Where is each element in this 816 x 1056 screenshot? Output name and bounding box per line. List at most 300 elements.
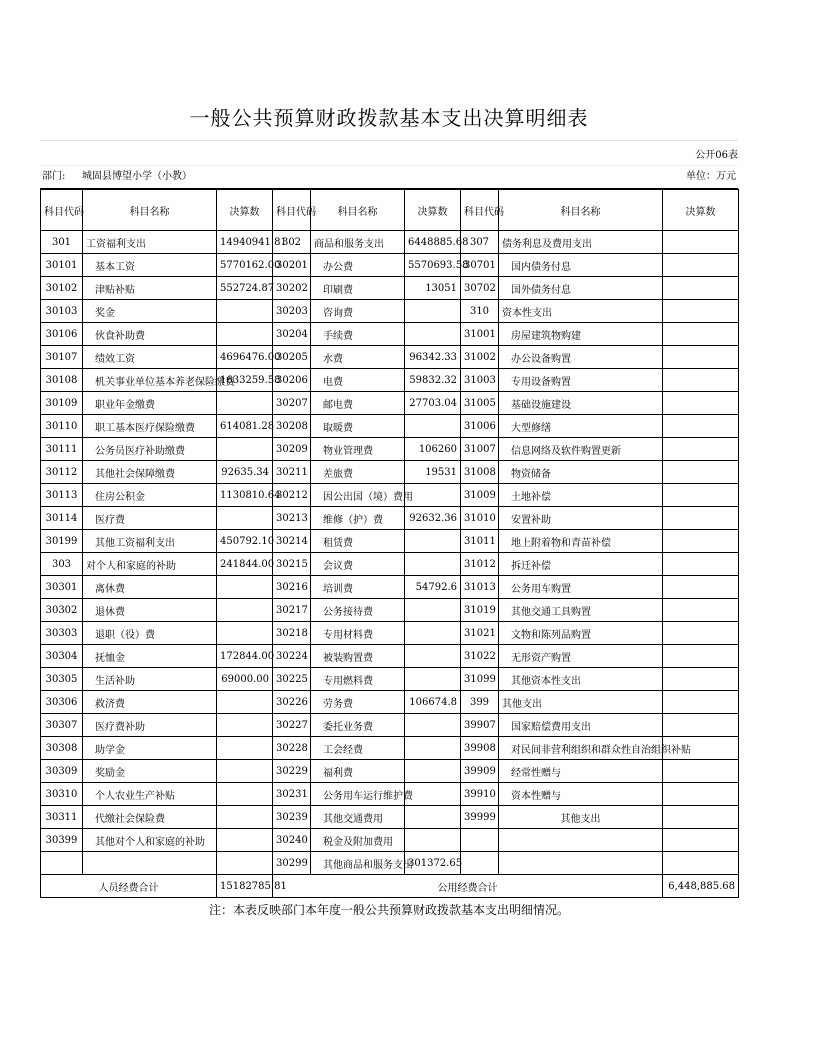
table-row: [41, 254, 739, 277]
amount-cell: [663, 392, 739, 415]
amount-cell: 4696476.00: [217, 346, 273, 369]
name-cell: 咨询费: [311, 300, 405, 323]
name-cell: 电费: [311, 369, 405, 392]
table-row: [41, 277, 739, 300]
code-cell: 30701: [461, 254, 499, 277]
code-cell: 30204: [273, 323, 311, 346]
code-cell: 30215: [273, 553, 311, 576]
code-cell: 30216: [273, 576, 311, 599]
table-row: [41, 507, 739, 530]
name-cell: 职工基本医疗保险缴费: [83, 415, 217, 438]
code-cell: 30227: [273, 714, 311, 737]
code-cell: 30113: [41, 484, 83, 507]
amount-cell: [405, 714, 461, 737]
code-cell: 30102: [41, 277, 83, 300]
code-cell: 30225: [273, 668, 311, 691]
name-cell: 基本工资: [83, 254, 217, 277]
report-sheet: [40, 96, 738, 922]
code-cell: 30231: [273, 783, 311, 806]
name-cell: 奖金: [83, 300, 217, 323]
code-cell: 30111: [41, 438, 83, 461]
amount-cell: 96342.33: [405, 346, 461, 369]
code-cell: 31022: [461, 645, 499, 668]
code-cell: 31005: [461, 392, 499, 415]
unit-label: 单位：万元: [686, 171, 736, 182]
code-cell: 31003: [461, 369, 499, 392]
amount-cell: 106260: [405, 438, 461, 461]
code-cell: 30305: [41, 668, 83, 691]
name-cell: 工会经费: [311, 737, 405, 760]
table-row: [41, 415, 739, 438]
name-cell: 邮电费: [311, 392, 405, 415]
name-cell: 被装购置费: [311, 645, 405, 668]
name-cell: 办公费: [311, 254, 405, 277]
table-row: [41, 231, 739, 254]
name-cell: 地上附着物和青苗补偿: [499, 530, 663, 553]
code-cell: 30226: [273, 691, 311, 714]
name-cell: 其他商品和服务支出: [311, 852, 405, 875]
footnote: 注：本表反映部门本年度一般公共预算财政拨款基本支出明细情况。: [208, 903, 569, 917]
public-total-value: 6,448,885.68: [663, 875, 739, 898]
table-row: [41, 806, 739, 829]
code-cell: 30217: [273, 599, 311, 622]
name-cell: 退职（役）费: [83, 622, 217, 645]
code-cell: 30212: [273, 484, 311, 507]
amount-cell: 614081.28: [217, 415, 273, 438]
amount-cell: 5770162.00: [217, 254, 273, 277]
name-cell: 培训费: [311, 576, 405, 599]
name-cell: 其他社会保障缴费: [83, 461, 217, 484]
code-cell: 31009: [461, 484, 499, 507]
amount-cell: 450792.10: [217, 530, 273, 553]
header-amount: 决算数: [663, 190, 739, 231]
code-cell: 30301: [41, 576, 83, 599]
amount-cell: [663, 346, 739, 369]
name-cell: 取暖费: [311, 415, 405, 438]
amount-cell: [663, 415, 739, 438]
code-cell: 30309: [41, 760, 83, 783]
amount-cell: [217, 323, 273, 346]
table-row: [41, 668, 739, 691]
amount-cell: [663, 507, 739, 530]
amount-cell: [663, 714, 739, 737]
personnel-total-label: 人员经费合计: [41, 875, 217, 898]
amount-cell: [663, 530, 739, 553]
name-cell: 国家赔偿费用支出: [499, 714, 663, 737]
name-cell: 文物和陈列品购置: [499, 622, 663, 645]
name-cell: 因公出国（境）费用: [311, 484, 405, 507]
code-cell: 302: [273, 231, 311, 254]
table-row: [41, 714, 739, 737]
amount-cell: 1130810.64: [217, 484, 273, 507]
amount-cell: [663, 829, 739, 852]
name-cell: 手续费: [311, 323, 405, 346]
name-cell: 个人农业生产补贴: [83, 783, 217, 806]
header-row: [41, 190, 739, 231]
name-cell: 其他交通费用: [311, 806, 405, 829]
code-cell: 399: [461, 691, 499, 714]
name-cell: 商品和服务支出: [311, 231, 405, 254]
table-row: [41, 484, 739, 507]
name-cell: 生活补助: [83, 668, 217, 691]
amount-cell: 13051: [405, 277, 461, 300]
name-cell: 拆迁补偿: [499, 553, 663, 576]
code-cell: [41, 852, 83, 875]
code-cell: 39908: [461, 737, 499, 760]
name-cell: 资本性赠与: [499, 783, 663, 806]
amount-cell: 1633259.58: [217, 369, 273, 392]
amount-cell: [663, 254, 739, 277]
table-row: [41, 392, 739, 415]
amount-cell: 106674.8: [405, 691, 461, 714]
header-amount: 决算数: [405, 190, 461, 231]
amount-cell: [663, 599, 739, 622]
name-cell: 津贴补贴: [83, 277, 217, 300]
name-cell: 其他对个人和家庭的补助: [83, 829, 217, 852]
amount-cell: [663, 231, 739, 254]
code-cell: 30203: [273, 300, 311, 323]
code-cell: 30209: [273, 438, 311, 461]
name-cell: 机关事业单位基本养老保险缴费: [83, 369, 217, 392]
code-cell: 30201: [273, 254, 311, 277]
amount-cell: [663, 323, 739, 346]
code-cell: 30103: [41, 300, 83, 323]
table-row: [41, 346, 739, 369]
code-cell: 30109: [41, 392, 83, 415]
name-cell: 专用燃料费: [311, 668, 405, 691]
form-code: 公开06表: [695, 150, 738, 161]
amount-cell: 172844.00: [217, 645, 273, 668]
code-cell: 39999: [461, 806, 499, 829]
amount-cell: [663, 783, 739, 806]
name-cell: 其他交通工具购置: [499, 599, 663, 622]
amount-cell: [217, 392, 273, 415]
name-cell: 土地补偿: [499, 484, 663, 507]
code-cell: 30207: [273, 392, 311, 415]
amount-cell: 54792.6: [405, 576, 461, 599]
name-cell: 差旅费: [311, 461, 405, 484]
amount-cell: [217, 852, 273, 875]
amount-cell: [405, 829, 461, 852]
amount-cell: [663, 760, 739, 783]
code-cell: 30208: [273, 415, 311, 438]
name-cell: 资本性支出: [499, 300, 663, 323]
code-cell: 30310: [41, 783, 83, 806]
name-cell: 基础设施建设: [499, 392, 663, 415]
code-cell: 31019: [461, 599, 499, 622]
code-cell: 30107: [41, 346, 83, 369]
code-cell: 30308: [41, 737, 83, 760]
amount-cell: [405, 806, 461, 829]
code-cell: 30307: [41, 714, 83, 737]
table-row: [41, 645, 739, 668]
name-cell: 公务员医疗补助缴费: [83, 438, 217, 461]
table-row: [41, 576, 739, 599]
code-cell: 30228: [273, 737, 311, 760]
header-name: 科目名称: [499, 190, 663, 231]
name-cell: 对民间非营利组织和群众性自治组织补贴: [499, 737, 663, 760]
amount-cell: [217, 576, 273, 599]
amount-cell: [663, 691, 739, 714]
amount-cell: [663, 438, 739, 461]
name-cell: 助学金: [83, 737, 217, 760]
name-cell: 水费: [311, 346, 405, 369]
code-cell: 31021: [461, 622, 499, 645]
code-cell: 30106: [41, 323, 83, 346]
name-cell: 离休费: [83, 576, 217, 599]
name-cell: 抚恤金: [83, 645, 217, 668]
department-line: [40, 165, 738, 189]
code-cell: 31010: [461, 507, 499, 530]
amount-cell: [405, 530, 461, 553]
name-cell: 公务接待费: [311, 599, 405, 622]
amount-cell: [663, 668, 739, 691]
amount-cell: 301372.65: [405, 852, 461, 875]
name-cell: 医疗费补助: [83, 714, 217, 737]
code-cell: 30311: [41, 806, 83, 829]
code-cell: 30302: [41, 599, 83, 622]
name-cell: 救济费: [83, 691, 217, 714]
name-cell: 经常性赠与: [499, 760, 663, 783]
name-cell: 税金及附加费用: [311, 829, 405, 852]
code-cell: 30224: [273, 645, 311, 668]
code-cell: 30206: [273, 369, 311, 392]
name-cell: 其他资本性支出: [499, 668, 663, 691]
amount-cell: [217, 714, 273, 737]
amount-cell: 19531: [405, 461, 461, 484]
header-amount: 决算数: [217, 190, 273, 231]
amount-cell: [217, 783, 273, 806]
code-cell: 30110: [41, 415, 83, 438]
amount-cell: [663, 369, 739, 392]
name-cell: 公务用车运行维护费: [311, 783, 405, 806]
table-row: [41, 691, 739, 714]
table-row: [41, 737, 739, 760]
name-cell: 国内债务付息: [499, 254, 663, 277]
amount-cell: [405, 737, 461, 760]
code-cell: [461, 829, 499, 852]
table-row: [41, 323, 739, 346]
name-cell: 代缴社会保险费: [83, 806, 217, 829]
name-cell: 其他工资福利支出: [83, 530, 217, 553]
code-cell: 39910: [461, 783, 499, 806]
amount-cell: [663, 645, 739, 668]
name-cell: 物业管理费: [311, 438, 405, 461]
totals-row: [41, 875, 739, 898]
code-cell: 30702: [461, 277, 499, 300]
name-cell: 维修（护）费: [311, 507, 405, 530]
amount-cell: [217, 806, 273, 829]
header-name: 科目名称: [83, 190, 217, 231]
amount-cell: [663, 461, 739, 484]
table-row: [41, 599, 739, 622]
amount-cell: 92635.34: [217, 461, 273, 484]
code-cell: 31013: [461, 576, 499, 599]
amount-cell: 27703.04: [405, 392, 461, 415]
amount-cell: [405, 622, 461, 645]
amount-cell: 14940941.81: [217, 231, 273, 254]
amount-cell: [217, 300, 273, 323]
table-row: [41, 829, 739, 852]
header-code: 科目代码: [461, 190, 499, 231]
code-cell: 303: [41, 553, 83, 576]
name-cell: 专用材料费: [311, 622, 405, 645]
code-cell: 30214: [273, 530, 311, 553]
amount-cell: [405, 300, 461, 323]
header-name: 科目名称: [311, 190, 405, 231]
public-total-label: 公用经费合计: [273, 875, 663, 898]
table-row: [41, 852, 739, 875]
name-cell: 安置补助: [499, 507, 663, 530]
name-cell: 债务利息及费用支出: [499, 231, 663, 254]
amount-cell: [217, 622, 273, 645]
code-cell: 30211: [273, 461, 311, 484]
code-cell: 30306: [41, 691, 83, 714]
name-cell: 住房公积金: [83, 484, 217, 507]
name-cell: 工资福利支出: [83, 231, 217, 254]
code-cell: 31099: [461, 668, 499, 691]
code-cell: 30112: [41, 461, 83, 484]
amount-cell: [405, 553, 461, 576]
amount-cell: [217, 829, 273, 852]
amount-cell: [405, 415, 461, 438]
amount-cell: 5570693.58: [405, 254, 461, 277]
name-cell: 其他支出: [499, 806, 663, 829]
amount-cell: 59832.32: [405, 369, 461, 392]
table-row: [41, 438, 739, 461]
code-cell: 31002: [461, 346, 499, 369]
name-cell: 职业年金缴费: [83, 392, 217, 415]
amount-cell: [663, 300, 739, 323]
amount-cell: [405, 760, 461, 783]
amount-cell: [217, 599, 273, 622]
amount-cell: [405, 668, 461, 691]
name-cell: 专用设备购置: [499, 369, 663, 392]
code-cell: 30304: [41, 645, 83, 668]
amount-cell: [663, 576, 739, 599]
code-cell: 30202: [273, 277, 311, 300]
amount-cell: [405, 599, 461, 622]
amount-cell: 6448885.68: [405, 231, 461, 254]
code-cell: 30205: [273, 346, 311, 369]
amount-cell: [663, 852, 739, 875]
name-cell: 对个人和家庭的补助: [83, 553, 217, 576]
name-cell: 房屋建筑物购建: [499, 323, 663, 346]
totals-section: [41, 875, 739, 898]
table-row: [41, 622, 739, 645]
amount-cell: 92632.36: [405, 507, 461, 530]
code-cell: 31006: [461, 415, 499, 438]
table-row: [41, 783, 739, 806]
amount-cell: [663, 553, 739, 576]
name-cell: [499, 852, 663, 875]
name-cell: 委托业务费: [311, 714, 405, 737]
name-cell: 国外债务付息: [499, 277, 663, 300]
amount-cell: 552724.87: [217, 277, 273, 300]
code-cell: 39907: [461, 714, 499, 737]
amount-cell: [663, 484, 739, 507]
code-cell: 30199: [41, 530, 83, 553]
name-cell: 伙食补助费: [83, 323, 217, 346]
name-cell: 退休费: [83, 599, 217, 622]
name-cell: 大型修缮: [499, 415, 663, 438]
name-cell: 物资储备: [499, 461, 663, 484]
name-cell: 会议费: [311, 553, 405, 576]
table-row: [41, 300, 739, 323]
department-name: 城固县博望小学（小教）: [82, 171, 192, 182]
amount-cell: [217, 737, 273, 760]
name-cell: 福利费: [311, 760, 405, 783]
code-cell: 31011: [461, 530, 499, 553]
code-cell: 30240: [273, 829, 311, 852]
name-cell: [499, 829, 663, 852]
amount-cell: [217, 691, 273, 714]
code-cell: 30229: [273, 760, 311, 783]
table-body: [41, 190, 739, 875]
name-cell: [83, 852, 217, 875]
name-cell: 绩效工资: [83, 346, 217, 369]
name-cell: 公务用车购置: [499, 576, 663, 599]
name-cell: 办公设备购置: [499, 346, 663, 369]
amount-cell: 69000.00: [217, 668, 273, 691]
code-cell: 31007: [461, 438, 499, 461]
department-label: 部门:: [42, 171, 66, 182]
code-cell: 30213: [273, 507, 311, 530]
name-cell: 印刷费: [311, 277, 405, 300]
table-row: [41, 369, 739, 392]
amount-cell: [405, 323, 461, 346]
header-code: 科目代码: [273, 190, 311, 231]
code-cell: 30108: [41, 369, 83, 392]
header-code: 科目代码: [41, 190, 83, 231]
code-cell: 30303: [41, 622, 83, 645]
code-cell: 30299: [273, 852, 311, 875]
amount-cell: 241844.00: [217, 553, 273, 576]
expenditure-table: [40, 189, 739, 898]
code-cell: 30101: [41, 254, 83, 277]
amount-cell: [217, 760, 273, 783]
code-cell: 31012: [461, 553, 499, 576]
amount-cell: [663, 806, 739, 829]
name-cell: 劳务费: [311, 691, 405, 714]
personnel-total-value: 15182785.81: [217, 875, 273, 898]
code-cell: 310: [461, 300, 499, 323]
table-row: [41, 760, 739, 783]
amount-cell: [217, 438, 273, 461]
name-cell: 医疗费: [83, 507, 217, 530]
page-title: 一般公共预算财政拨款基本支出决算明细表: [40, 96, 738, 141]
code-cell: 30114: [41, 507, 83, 530]
amount-cell: [217, 507, 273, 530]
code-cell: 301: [41, 231, 83, 254]
name-cell: 其他支出: [499, 691, 663, 714]
name-cell: 无形资产购置: [499, 645, 663, 668]
table-row: [41, 461, 739, 484]
table-row: [41, 530, 739, 553]
code-cell: 307: [461, 231, 499, 254]
code-cell: [461, 852, 499, 875]
code-cell: 39909: [461, 760, 499, 783]
amount-cell: [663, 622, 739, 645]
code-cell: 31008: [461, 461, 499, 484]
code-cell: 31001: [461, 323, 499, 346]
code-cell: 30399: [41, 829, 83, 852]
code-cell: 30239: [273, 806, 311, 829]
amount-cell: [663, 277, 739, 300]
name-cell: 信息网络及软件购置更新: [499, 438, 663, 461]
table-row: [41, 553, 739, 576]
name-cell: 奖励金: [83, 760, 217, 783]
